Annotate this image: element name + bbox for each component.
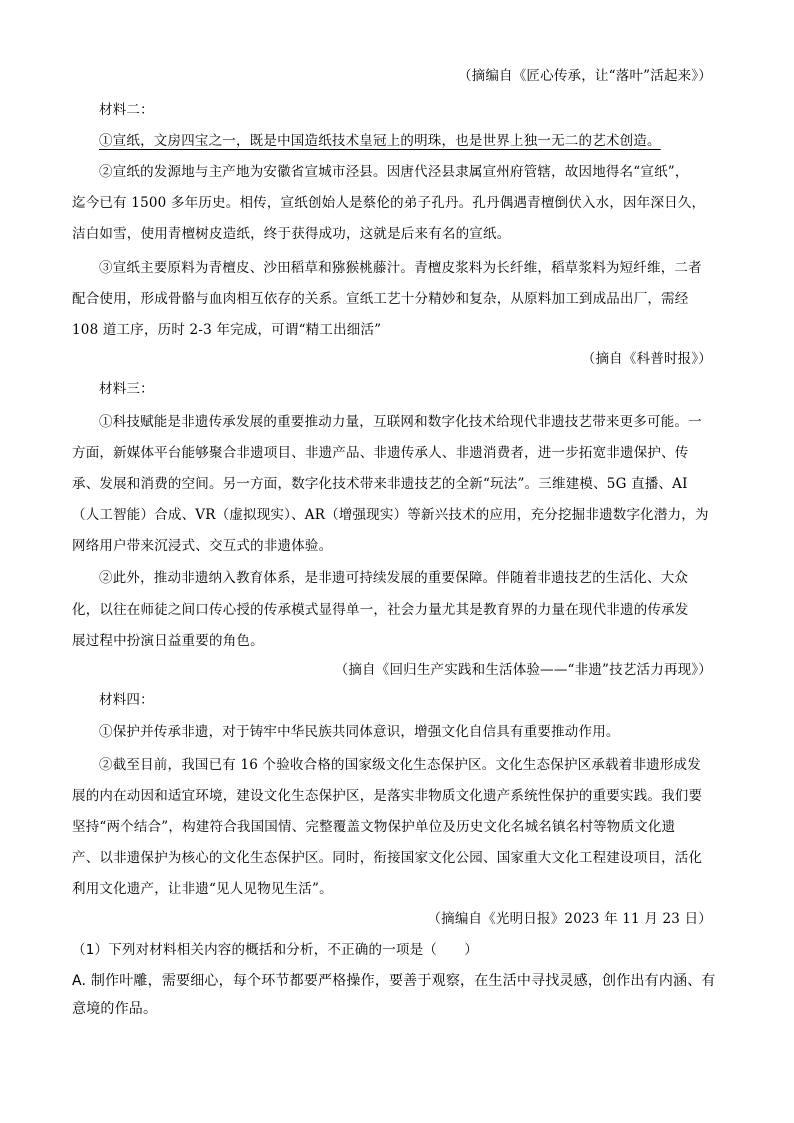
material-3-heading: 材料三：: [99, 381, 154, 397]
material-2-line-5: ③宣纸主要原料为青檀皮、沙田稻草和猕猴桃藤汁。青檀皮浆料为长纤维，稻草浆料为短纤维，二者: [99, 260, 702, 276]
material-2-line-3: 迄今已有 1500 多年历史。相传，宣纸创始人是蔡伦的弟子孔丹。孔丹偶遇青檀倒伏入水，因年深日久，: [72, 195, 706, 211]
material-3-line-8: 展过程中扮演日益重要的角色。: [72, 633, 264, 649]
material-3-line-2: 方面，新媒体平台能够聚合非遗项目、非遗产品、非遗传承人、非遗消费者，进一步拓宽非遗保护、传: [72, 445, 689, 461]
material-3-line-7: 化，以往在师徒之间口传心授的传承模式显得单一，社会力量尤其是教育界的力量在现代非遗的传承发: [72, 602, 689, 618]
material-3-line-6: ②此外，推动非遗纳入教育体系，是非遗可持续发展的重要保障。伴随着非遗技艺的生活化、大众: [99, 570, 689, 586]
material-3-line-1: ①科技赋能是非遗传承发展的重要推动力量，互联网和数字化技术给现代非遗技艺带来更多可能。一: [99, 414, 702, 430]
material-4-line-1: ①保护并传承非遗，对于铸牢中华民族共同体意识，增强文化自信具有重要推动作用。: [99, 724, 620, 740]
material-3-line-4: （人工智能）合成、VR（虚拟现实）、AR（增强现实）等新兴技术的应用，充分挖掘非遗数字化潜力，为: [72, 507, 709, 523]
material-4-source: （摘编自《光明日报》2023 年 11 月 23 日）: [427, 911, 712, 927]
material-3-line-5: 网络用户带来沉浸式、交互式的非遗体验。: [72, 538, 333, 554]
material-2-line-6: 配合使用，形成骨骼与血肉相互依存的关系。宣纸工艺十分精妙和复杂，从原料加工到成品出厂，需经: [72, 291, 689, 307]
material-4-line-3: 展的内在动因和适宜环境，建设文化生态保护区，是落实非物质文化遗产系统性保护的重要实践。我们要: [72, 788, 703, 804]
material-4-line-6: 利用文化遗产，让非遗“见人见物见生活”。: [72, 881, 333, 897]
material-4-line-4: 坚持“两个结合”，构建符合我国国情、完整覆盖文物保护单位及历史文化名城名镇名村等物质文化遗: [72, 819, 676, 835]
material-2-heading: 材料二：: [99, 102, 154, 118]
material-4-line-5: 产、以非遗保护为核心的文化生态保护区。同时，衔接国家文化公园、国家重大文化工程建设项目，活化: [72, 850, 703, 866]
material-3-source: （摘自《回归生产实践和生活体验——“非遗”技艺活力再现》）: [334, 662, 712, 678]
material-2-line-7: 108 道工序，历时 2-3 年完成，可谓“精工出细活”: [72, 322, 382, 338]
material-2-line-2: ②宣纸的发源地与主产地为安徽省宣城市泾县。因唐代泾县隶属宣州府管辖，故因地得名“宣纸”，: [99, 164, 689, 180]
question-stem: （1）下列对材料相关内容的概括和分析，不正确的一项是（ ）: [72, 942, 479, 958]
material-2-line-4: 洁白如雪，使用青檀树皮造纸，终于获得成功，这就是后来有名的宣纸。: [72, 226, 511, 242]
option-a-line-2: 意境的作品。: [72, 1001, 158, 1017]
material-2-source: （摘自《科普时报》）: [581, 351, 712, 367]
material-4-line-2: ②截至目前，我国已有 16 个验收合格的国家级文化生态保护区。文化生态保护区承载着非遗形成发: [99, 757, 701, 773]
material-4-heading: 材料四：: [99, 692, 154, 708]
material-2-line-1: ①宣纸，文房四宝之一，既是中国造纸技术皇冠上的明珠，也是世界上独一无二的艺术创造。: [99, 133, 661, 149]
source-citation-1: （摘编自《匠心传承，让“落叶”活起来》）: [457, 68, 712, 84]
option-a-line-1: A. 制作叶雕，需要细心，每个环节都要严格操作，要善于观察，在生活中寻找灵感，创作出有内涵、有: [72, 973, 716, 989]
material-3-line-3: 承、发展和消费的空间。另一方面，数字化技术带来非遗技艺的全新“玩法”。三维建模、5G 直播、AI: [72, 476, 688, 492]
